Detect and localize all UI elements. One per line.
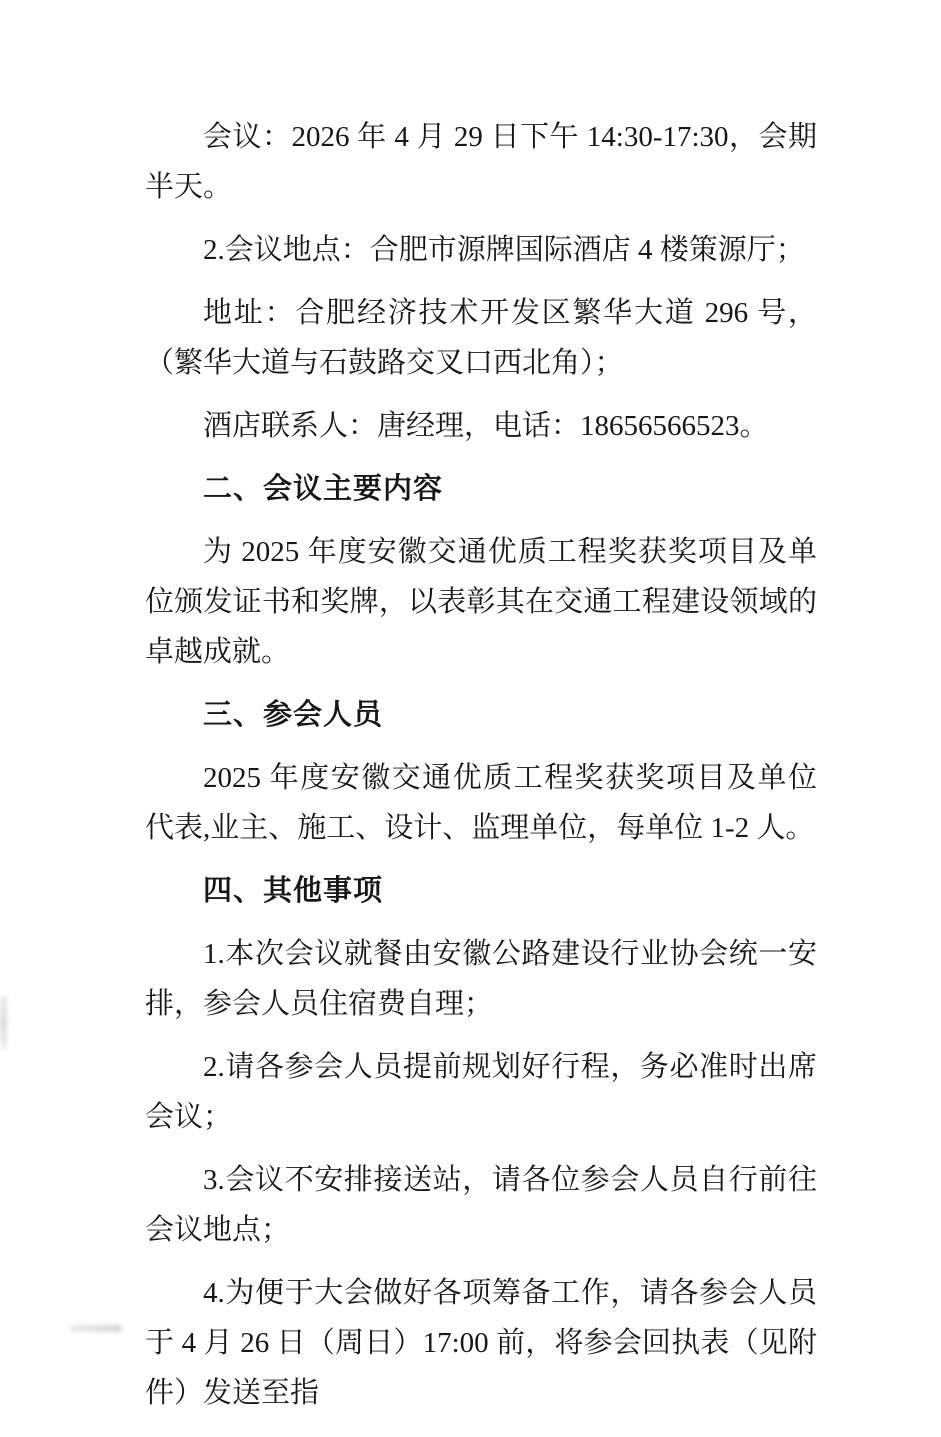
- para-hotel-address: 地址：合肥经济技术开发区繁华大道 296 号，（繁华大道与石鼓路交叉口西北角）；: [145, 297, 817, 379]
- para-meeting-time: 会议：2026 年 4 月 29 日下午 14:30-17:30，会期半天。: [145, 121, 817, 203]
- heading-section-3-attendees: 三、参会人员: [203, 699, 384, 731]
- document-body: [145, 112, 817, 1431]
- para-hotel-contact: 酒店联系人：唐经理，电话：18656566523。: [203, 410, 769, 442]
- heading-section-2-main-content: 二、会议主要内容: [203, 473, 444, 505]
- scan-smudge-bottom-left: [70, 1325, 122, 1332]
- para-meeting-location: 2.会议地点：合肥市源牌国际酒店 4 楼策源厅；: [203, 234, 805, 266]
- scan-smudge-left-edge: [0, 995, 7, 1050]
- para-item-4-reply-form: 4.为便于大会做好各项筹备工作，请各参会人员于 4 月 26 日（周日）17:00 前，将参会回执表（见附件）发送至指: [145, 1277, 817, 1409]
- para-section-2-body: 为 2025 年度安徽交通优质工程奖获奖项目及单位颁发证书和奖牌，以表彰其在交通工程建设领域的卓越成就。: [145, 536, 817, 668]
- para-item-2-schedule: 2.请各参会人员提前规划好行程，务必准时出席会议；: [145, 1051, 817, 1133]
- para-item-3-transport: 3.会议不安排接送站，请各位参会人员自行前往会议地点；: [145, 1164, 817, 1246]
- heading-section-4-other-items: 四、其他事项: [203, 875, 384, 907]
- para-section-3-body: 2025 年度安徽交通优质工程奖获奖项目及单位代表,业主、施工、设计、监理单位，每单位 1-2 人。: [145, 762, 817, 844]
- para-item-1-meals: 1.本次会议就餐由安徽公路建设行业协会统一安排，参会人员住宿费自理；: [145, 938, 817, 1020]
